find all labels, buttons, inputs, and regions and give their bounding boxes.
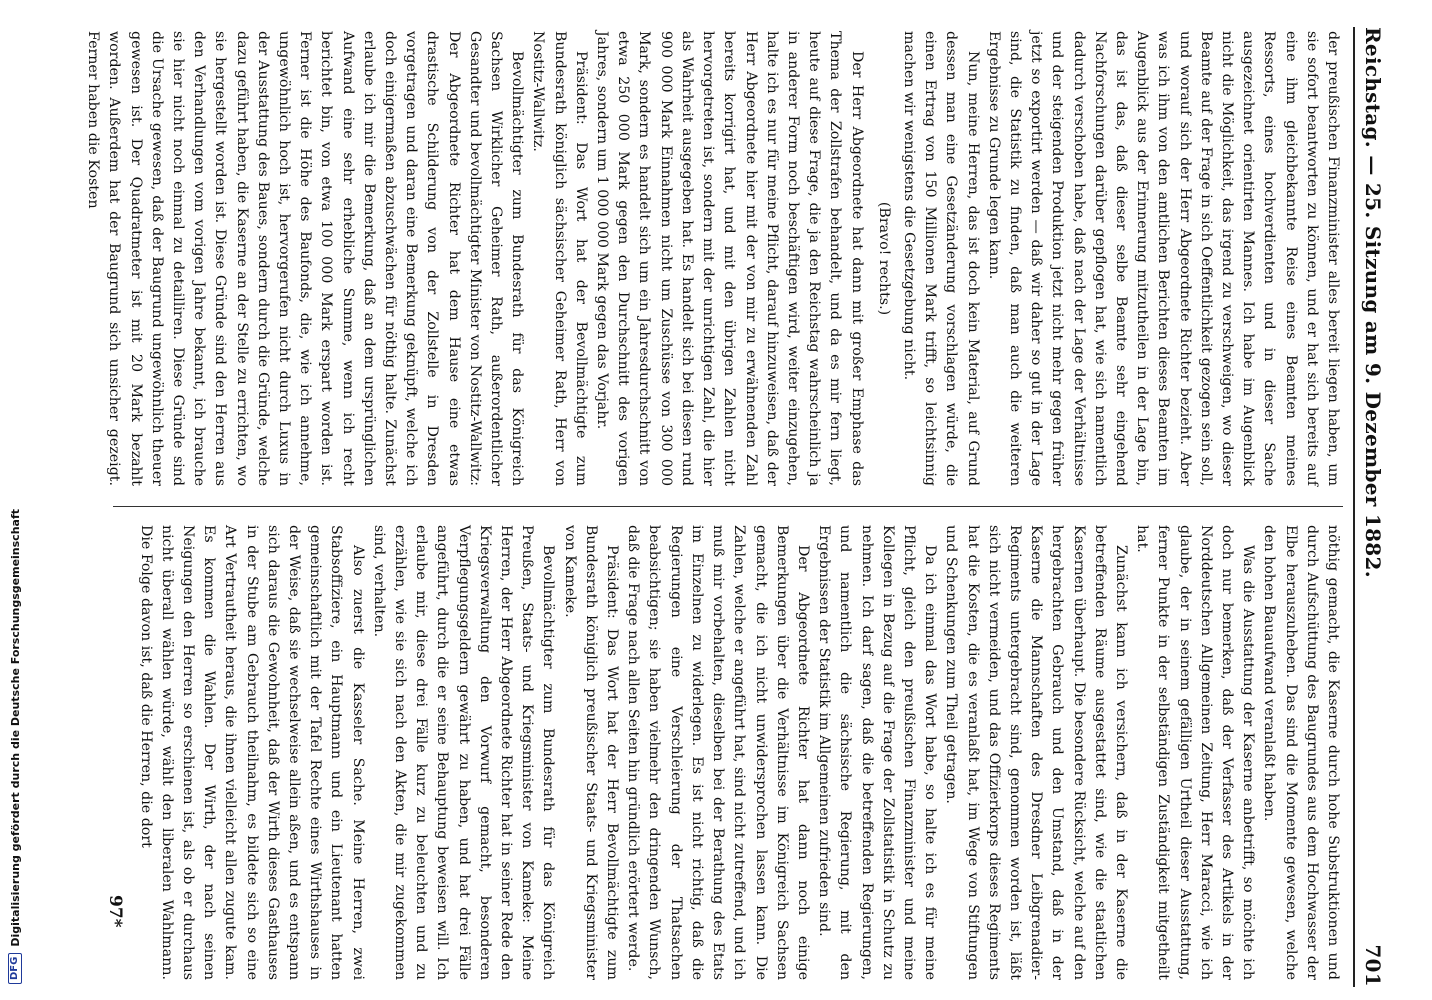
paragraph: der preußischen Finanzminister alles bereit liegen haben, um sie sofort beantworten zu können, und er hat sich bereits auf eine ihm gleichbekannte Reise eines Beamten meines Ressorts, eines hochverdienten und in dieser Sache ausgezeichnet orientirten Mannes. Ich habe im Augenblick nicht die Möglichkeit, das irgend zu verschweigen, wo dieser Beamte auf der Frage in sich Oeffentlichkeit gezogen sein soll, und worauf sich der Herr Abgeordnete Richter bezieht. Aber was ich ihm von den amtlichen Berichten dieses Beamten im Augenblick aus der Erinnerung mitzutheilen in der Lage bin, das ist das, daß dieser selbe Beamte sehr eingehend Nachforschungen darüber gepflogen hat, wie sich namentlich dadurch verschoben habe, daß nach der Lage der Verhältnisse und der steigenden Produktion jetzt nicht mehr gegen früher jetzt so exportirt werden — daß wir daher so gut in der Lage sind, die Statistik zu finden, daß man auch die weiteren Ergebnisse zu Grunde legen kann. [985, 31, 1341, 486]
paragraph: Präsident: Das Wort hat der Herr Bevollmächtigte zum Bundesrath königlich preußischer Staats- und Kriegsminister von Kameke. [561, 525, 621, 980]
running-header [1353, 27, 1389, 987]
left-column [85, 31, 1343, 486]
credit-text: Digitalisierung gefördert durch die Deutsche Forschungsgemeinschaft [8, 508, 22, 947]
stage-direction: (Bravo! rechts.) [875, 201, 892, 316]
dfg-logo-icon: DFG [8, 953, 22, 984]
paragraph: nöthig gemacht, die Kaserne durch hohe Substruktionen und durch Aufschüttung des Baugrundes aus dem Hochwasser der Elbe herauszuheben. Das sind die Momente gewesen, welche den hohen Bauaufwand veranlaßt haben. [1261, 525, 1341, 980]
paragraph: Der Herr Abgeordnete hat dann mit großer Emphase das Thema der Zollstrafen behandelt, und da es mir fern liegt, heute auf diese Frage, die ja den Reichstag wahrscheinlich ja in anderer Form noch beschäftigen wird, weiter einzugehen, halte ich es nur für meine Pflicht, darauf hinzuweisen, daß der Herr Abgeordnete hier mit der von mir zu erwähnenden Zahl bereits korrigirt hat, und mit den übrigen Zahlen nicht hervorgetreten ist, sondern mit der unrichtigen Zahl, die hier als Wahrheit ausgegeben hat. Es handelt sich bei diesen rund 900 000 Mark Einnahmen nicht um Zuschüsse von 300 000 Mark, sondern es handelt sich um ein Jahresdurchschnitt von etwa 250 000 Mark gegen den Durchschnitt des vorigen Jahres, sondern um 1 000 000 Mark gegen das Vorjahr. [594, 31, 865, 486]
digitization-credit [8, 509, 22, 984]
right-column [113, 525, 1343, 980]
paragraph: Also zuerst die Kasseler Sache. Meine Herren, zwei Stabsoffiziere, ein Hauptmann und ein Lieutenant hatten gemeinschaftlich mit der Tafel Rechte eines Wirthshauses in der Weise, daß sie wechselweise allein aßen, und es entspann sich daraus die Gewohnheit, daß der Wirth dieses Gasthauses in der Stube am Gebrauch theilnahm, es bildete sich so eine Art Vertrautheit heraus, die ihnen vielleicht allen zugute kam. Es kommen die Wahlen. Der Wirth, der nach seinen Neigungen den Herren so erschienen ist, als ob er durchaus nicht überall wählen würde, wählt den liberalen Wahlmann. Die Folge davon ist, daß die Herren, die dort [137, 525, 366, 980]
paragraph: Präsident: Das Wort hat der Bevollmächtigte zum Bundesrath königlich sächsischer Geheimer Rath, Herr von Nostitz-Wallwitz. [530, 31, 589, 486]
rotated-text-block [85, 0, 1395, 995]
paragraph: Nun, meine Herren, das ist doch kein Material, auf Grund dessen man eine Gesetzänderung vorschlagen würde, die einen Ertrag von 150 Millionen Mark trifft, so leichtsinnig machen wir wenigstens die Gesetzgebung nicht. [900, 31, 981, 486]
header-title: Reichstag. — 25. Sitzung am 9. Dezember 1882. [1361, 27, 1385, 578]
page-number: 701 [1361, 944, 1385, 987]
paragraph: Da ich einmal das Wort habe, so halte ich es für meine Pflicht, gleich den preußischen Finanzminister und meine Kollegen in Bezug auf die Frage der Zollstatistik in Schutz zu nehmen. Ich darf sagen, daß die betreffenden Regierungen, und namentlich die sächsische Regierung, mit den Ergebnissen der Statistik im Allgemeinen zufrieden sind. [816, 525, 939, 980]
column-divider [113, 506, 1343, 507]
paragraph: Bevollmächtigter zum Bundesrath für das Königreich Sachsen Wirklicher Geheimer Rath, außerordentlicher Gesandter und bevollmächtigter Minister von Nostitz-Wallwitz: Der Abgeordnete Richter hat dem Hause eine etwas drastische Schilderung von der Zollstelle in Dresden vorgetragen und daran eine Bemerkung geknüpft, welche ich doch einigermaßen abzuschwächen für nöthig halte. Zunächst erlaube ich mir die Bemerkung, daß an dem ursprünglichen Aufwand eine sehr erhebliche Summe, wenn ich recht berichtet bin, von etwa 100 000 Mark erspart worden ist. Ferner ist die Höhe des Baufonds, die, wie ich annehme, ungewöhnlich hoch ist, hervorgerufen nicht durch Luxus in der Ausstattung des Baues, sondern durch die Gründe, welche dazu geführt haben, die Kaserne an der Stelle zu errichten, wo sie hergestellt worden ist. Diese Gründe sind den Herren aus den Verhandlungen vom vorigen Jahre bekannt, ich brauche sie hier nicht noch einmal zu detailliren. Diese Gründe sind die Ursache gewesen, daß der Baugrund ungewöhnlich theuer gewesen ist. Der Quadratmeter ist mit 20 Mark bezahlt worden. Außerdem hat der Baugrund sich unsicher gezeigt. Ferner haben die Kosten [85, 31, 526, 486]
paragraph: Bevollmächtigter zum Bundesrath für das Königreich Preußen, Staats- und Kriegsminister von Kameke: Meine Herren, der Herr Abgeordnete Richter hat in seiner Rede den Kriegsverwaltung den Vorwurf gemacht, besonderen Verpflegungsgeldern gewährt zu haben, und hat drei Fälle angeführt, durch die er seine Behauptung beweisen will. Ich erlaube mir, diese drei Fälle kurz zu beleuchten und zu erzählen, wie sie sich nach den Akten, die mir zugekommen sind, verhalten. [370, 525, 557, 980]
paragraph: Zunächst kann ich versichern, daß in der Kaserne die betreffenden Räume ausgestattet sind, wie die staatlichen Kasernen überhaupt. Die besondere Rücksicht, welche auf den hergebrachten Gebrauch und den Umstand, daß in der Kaserne die Mannschaften des Dresdner Leibgrenadier-Regiments untergebracht sind, genommen worden ist, läßt sich nicht vermeiden, und das Offizierkorps dieses Regiments hat die Kosten, die es veranlaßt hat, im Wege von Stiftungen und Schenkungen zum Theil getragen. [943, 525, 1129, 980]
signature-mark: 97* [105, 895, 125, 928]
paragraph: Was die Ausstattung der Kaserne anbetrifft, so möchte ich doch nur bemerken, daß der Verfasser des Artikels in der Norddeutschen Allgemeinen Zeitung, Herr Maracci, wie ich glaube, der in seinem gefälligen Urtheil dieser Ausstattung, ferner Punkte in der selbständigen Zuständigkeit mitgetheilt hat. [1134, 525, 1257, 980]
paragraph: Der Abgeordnete Richter hat dann noch einige Bemerkungen über die Verhältnisse im Königreich Sachsen gemacht, die ich nicht unwidersprochen lassen kann. Die Zahlen, welche er angeführt hat, sind nicht zutreffend, und ich muß mir vorbehalten, dieselben bei der Berathung des Etats im Einzelnen zu widerlegen. Es ist nicht richtig, daß die Regierungen eine Verschleierung der Thatsachen beabsichtigen; sie haben vielmehr den dringenden Wunsch, daß die Frage nach allen Seiten hin gründlich erörtert werde. [625, 525, 811, 980]
